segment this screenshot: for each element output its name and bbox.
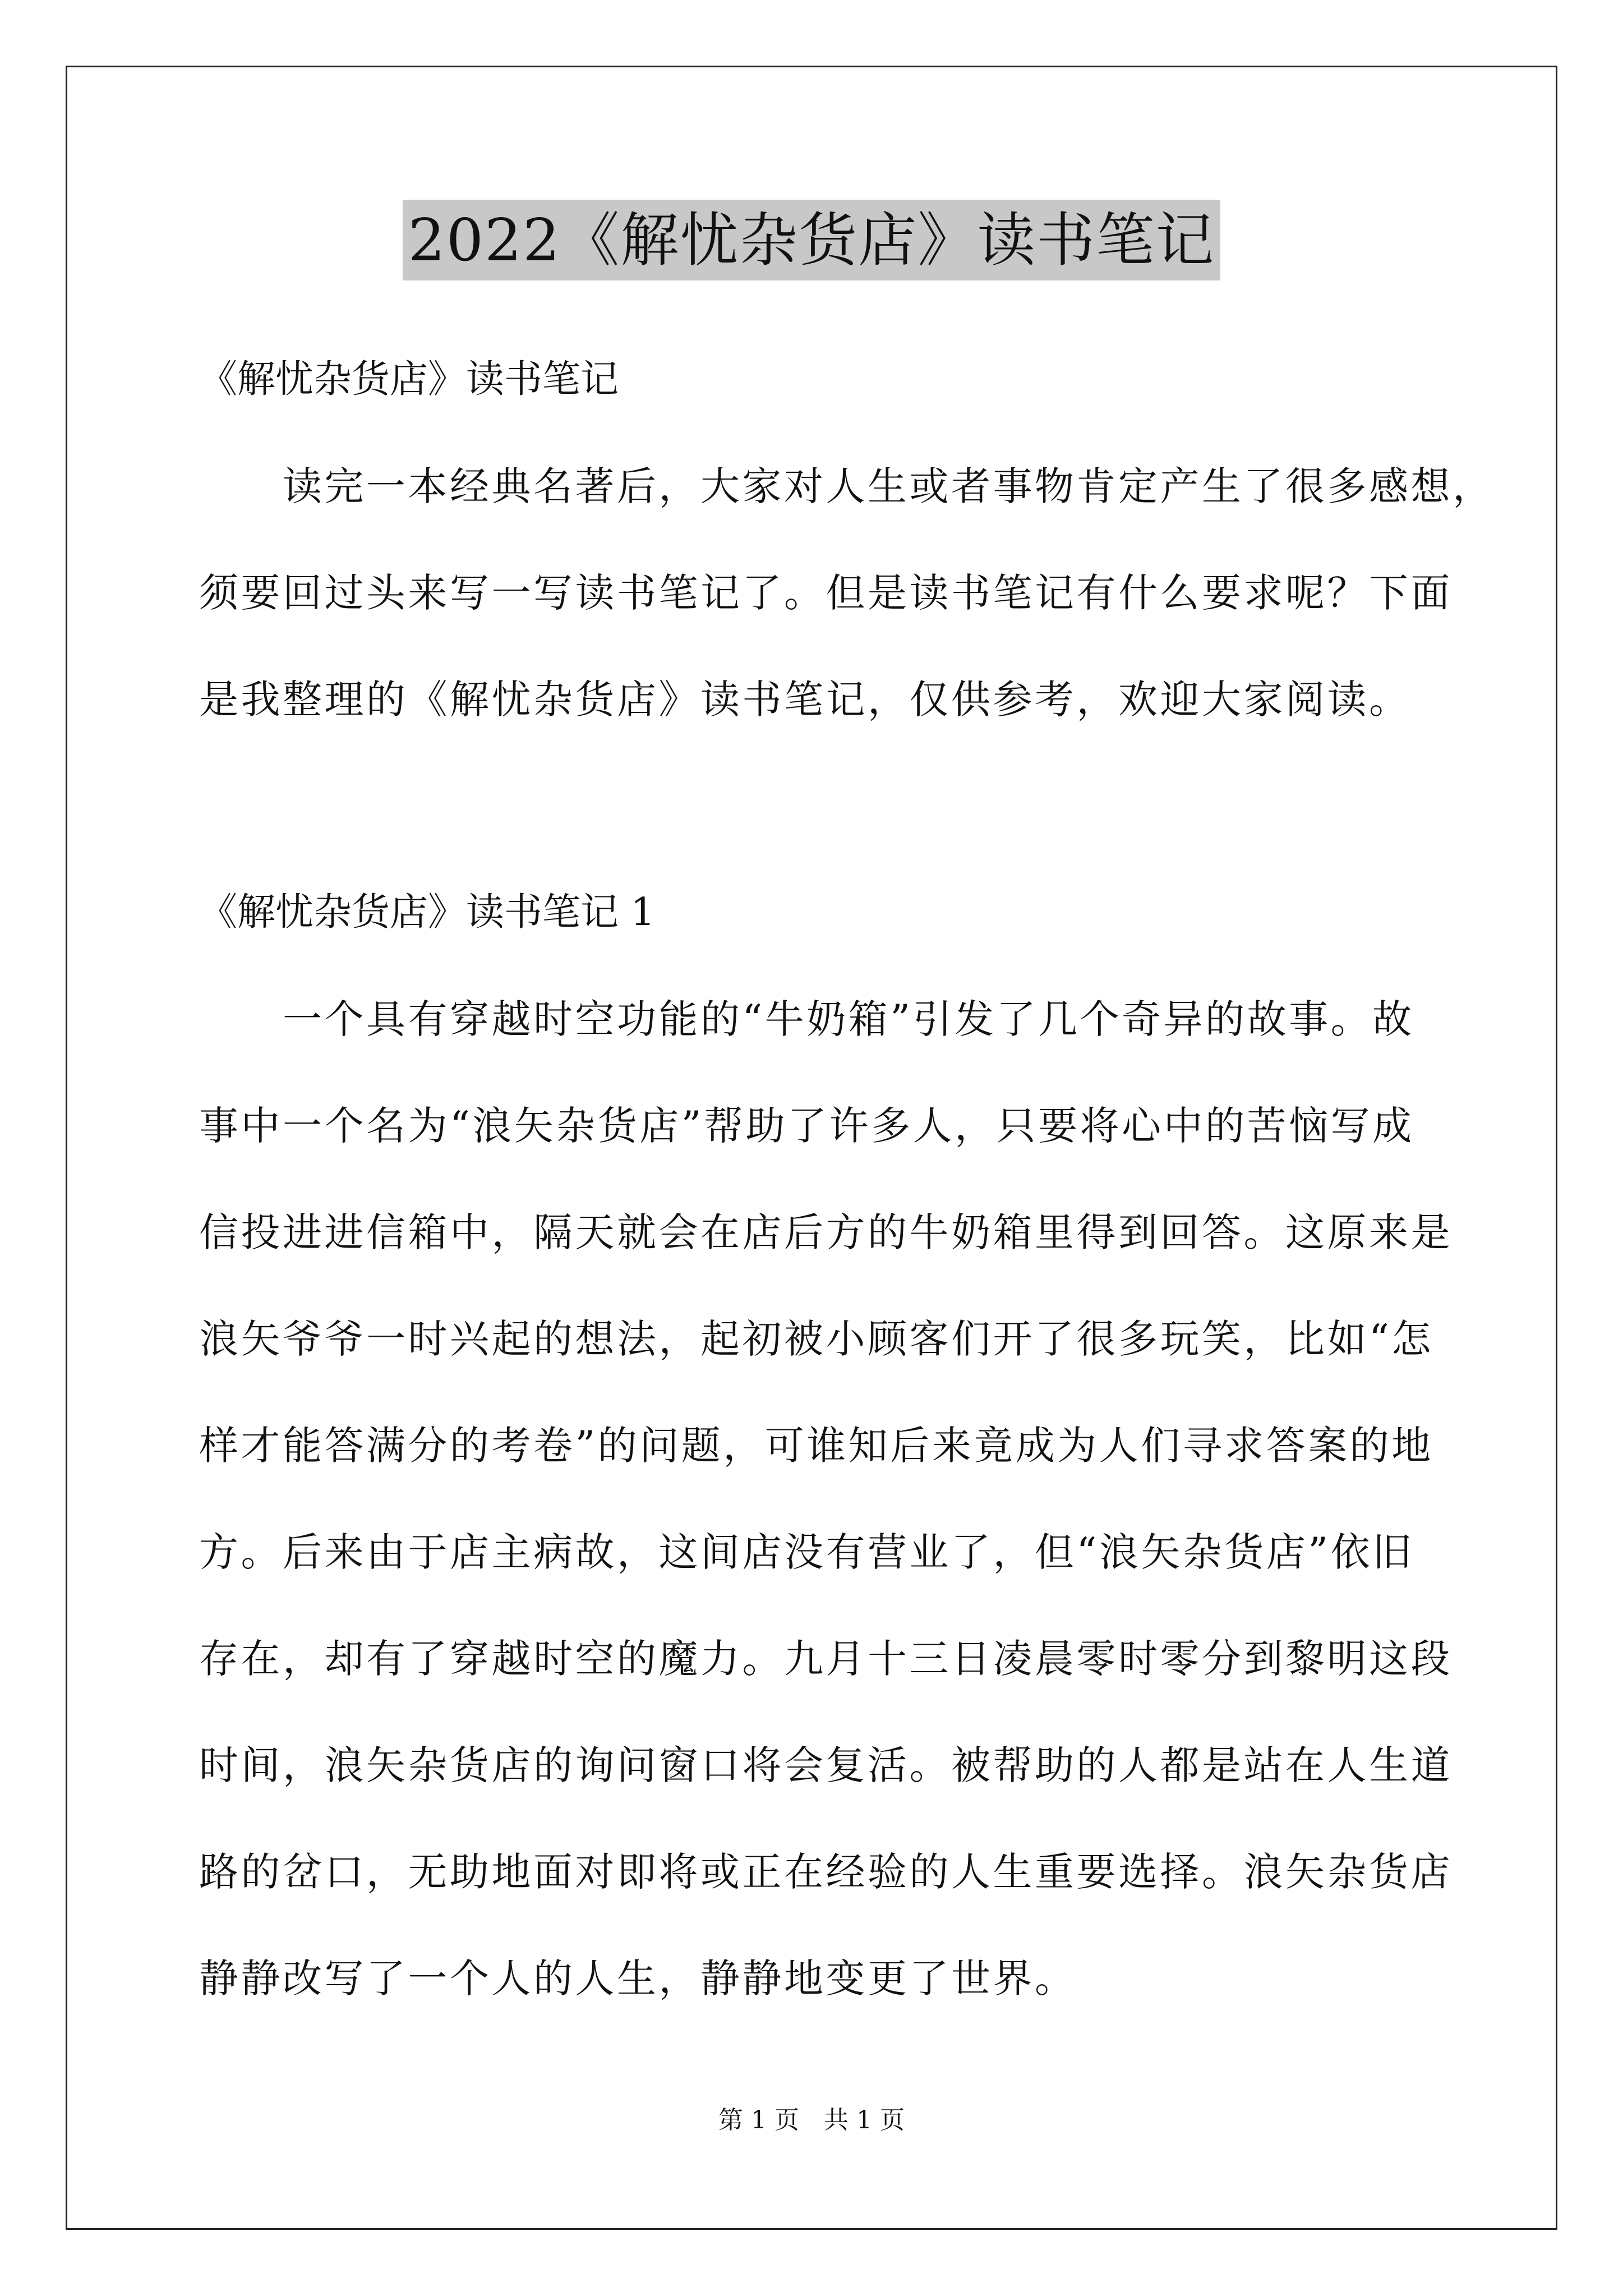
page-footer: 第 1 页 共 1 页 [718, 2106, 905, 2134]
note1-line-8: 时间，浪矢杂货店的询问窗口将会复活。被帮助的人都是站在人生道 [199, 1742, 1453, 1788]
note1-line-5: 样才能答满分的考卷”的问题，可谁知后来竟成为人们寻求答案的地 [199, 1423, 1433, 1469]
note1-line-7: 存在，却有了穿越时空的魔力。九月十三日凌晨零时零分到黎明这段 [199, 1636, 1453, 1682]
note1-heading: 《解忧杂货店》读书笔记 1 [199, 890, 655, 935]
document-title: 2022《解忧杂货店》读书笔记 [403, 200, 1221, 280]
intro-line-3: 是我整理的《解忧杂货店》读书笔记，仅供参考，欢迎大家阅读。 [199, 677, 1411, 723]
note1-line-4: 浪矢爷爷一时兴起的想法，起初被小顾客们开了很多玩笑，比如“怎 [199, 1316, 1433, 1362]
intro-line-1: 读完一本经典名著后，大家对人生或者事物肯定产生了很多感想， [199, 463, 1495, 509]
note1-line-10: 静静改写了一个人的人生，静静地变更了世界。 [199, 1955, 1077, 2001]
section-heading: 《解忧杂货店》读书笔记 [199, 357, 619, 402]
note1-line-6: 方。后来由于店主病故，这间店没有营业了，但“浪矢杂货店”依旧 [199, 1529, 1414, 1575]
note1-line-1: 一个具有穿越时空功能的“牛奶箱”引发了几个奇异的故事。故 [199, 996, 1414, 1042]
intro-line-2: 须要回过头来写一写读书笔记了。但是读书笔记有什么要求呢？下面 [199, 570, 1453, 616]
note1-line-9: 路的岔口，无助地面对即将或正在经验的人生重要选择。浪矢杂货店 [199, 1849, 1453, 1895]
note1-line-2: 事中一个名为“浪矢杂货店”帮助了许多人，只要将心中的苦恼写成 [199, 1103, 1414, 1149]
title-container [0, 200, 1623, 280]
note1-line-3: 信投进进信箱中，隔天就会在店后方的牛奶箱里得到回答。这原来是 [199, 1209, 1453, 1255]
